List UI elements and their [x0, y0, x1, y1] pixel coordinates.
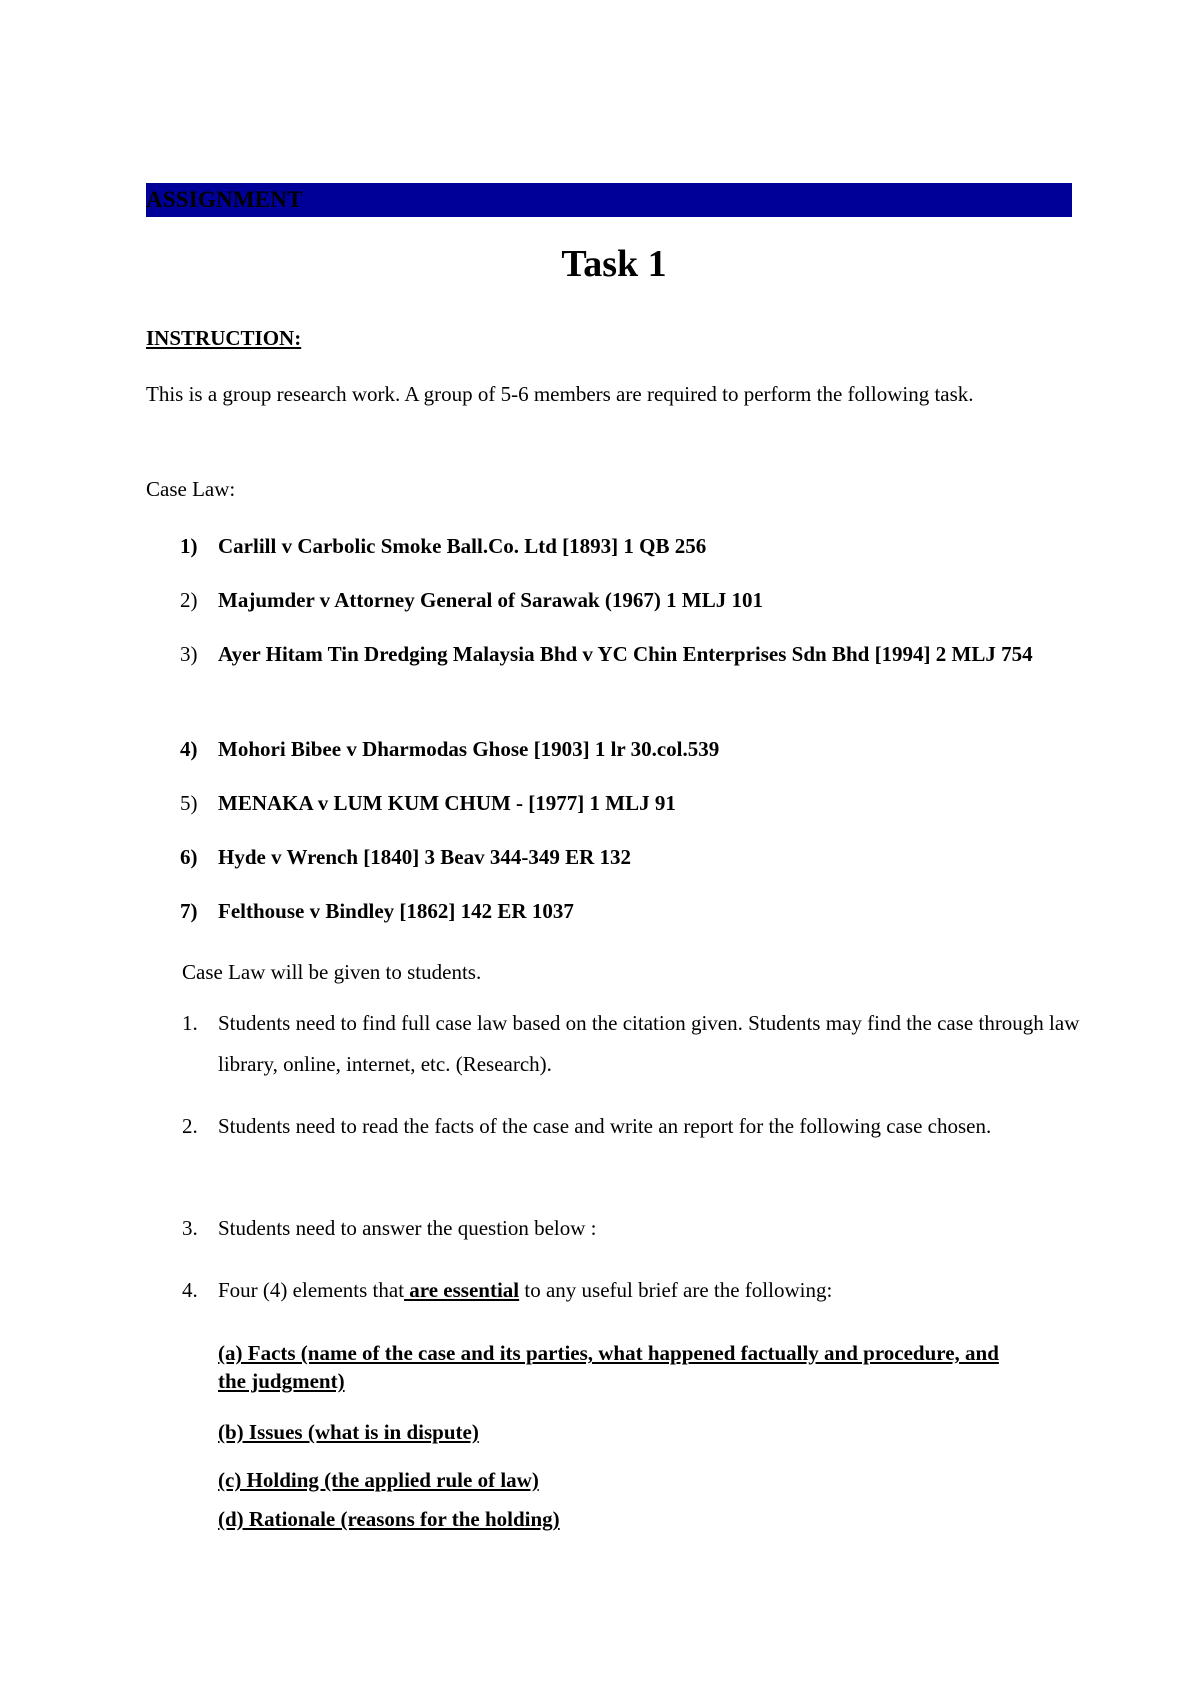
step-text-before: Four (4) elements that	[218, 1278, 405, 1302]
case-item	[180, 729, 1080, 770]
step-item	[182, 1208, 1082, 1249]
case-citation: Majumder v Attorney General of Sarawak (1967) 1 MLJ 101	[218, 588, 763, 612]
case-number: 7)	[180, 899, 198, 923]
step-item	[182, 1003, 1082, 1085]
banner-label: ASSIGNMENT	[146, 187, 303, 212]
case-citation: Ayer Hitam Tin Dredging Malaysia Bhd v YC Chin Enterprises Sdn Bhd [1994] 2 MLJ 754	[218, 642, 1033, 666]
case-number: 2)	[180, 588, 198, 612]
case-citation: Felthouse v Bindley [1862] 142 ER 1037	[218, 899, 574, 923]
case-citation: Mohori Bibee v Dharmodas Ghose [1903] 1 lr 30.col.539	[218, 737, 720, 761]
step-number: 3.	[182, 1216, 198, 1240]
assignment-banner	[146, 183, 1072, 217]
case-law-note: Case Law will be given to students.	[182, 960, 482, 984]
case-citation: MENAKA v LUM KUM CHUM - [1977] 1 MLJ 91	[218, 791, 676, 815]
case-item	[180, 580, 1080, 621]
instruction-text: This is a group research work. A group of 5-6 members are required to perform the following task.	[146, 382, 974, 406]
step-item	[182, 1106, 1082, 1147]
brief-element: (a) Facts (name of the case and its parties, what happened factually and procedure, and the judgment)	[218, 1341, 999, 1393]
step-text: Students need to answer the question below :	[218, 1216, 597, 1240]
step-emphasis: are essential	[404, 1278, 520, 1302]
case-citation: Carlill v Carbolic Smoke Ball.Co. Ltd [1893] 1 QB 256	[218, 534, 707, 558]
brief-element: (c) Holding (the applied rule of law)	[218, 1468, 539, 1492]
step-number: 2.	[182, 1114, 198, 1138]
instruction-label: INSTRUCTION:	[146, 326, 302, 350]
brief-element: (d) Rationale (reasons for the holding)	[218, 1507, 560, 1531]
case-item	[180, 837, 1080, 878]
step-number: 4.	[182, 1278, 198, 1302]
step-text: Students need to read the facts of the case and write an report for the following case chosen.	[218, 1114, 992, 1138]
case-item	[180, 891, 1080, 932]
case-number: 1)	[180, 534, 198, 558]
step-item	[182, 1270, 1082, 1311]
case-item	[180, 783, 1080, 824]
step-number: 1.	[182, 1011, 198, 1035]
case-number: 3)	[180, 642, 198, 666]
case-number: 6)	[180, 845, 198, 869]
step-text: Students need to find full case law based on the citation given. Students may find the case through law library, online, internet, etc. (Research).	[218, 1011, 1080, 1076]
brief-element: (b) Issues (what is in dispute)	[218, 1420, 479, 1444]
case-citation: Hyde v Wrench [1840] 3 Beav 344-349 ER 132	[218, 845, 631, 869]
case-law-heading: Case Law:	[146, 477, 236, 501]
page-title: Task 1	[561, 243, 667, 285]
step-text-after: to any useful brief are the following:	[519, 1278, 833, 1302]
case-item	[180, 526, 1080, 567]
case-number: 5)	[180, 791, 198, 815]
step-text	[218, 1270, 1082, 1311]
case-number: 4)	[180, 737, 198, 761]
case-item	[180, 634, 1080, 675]
